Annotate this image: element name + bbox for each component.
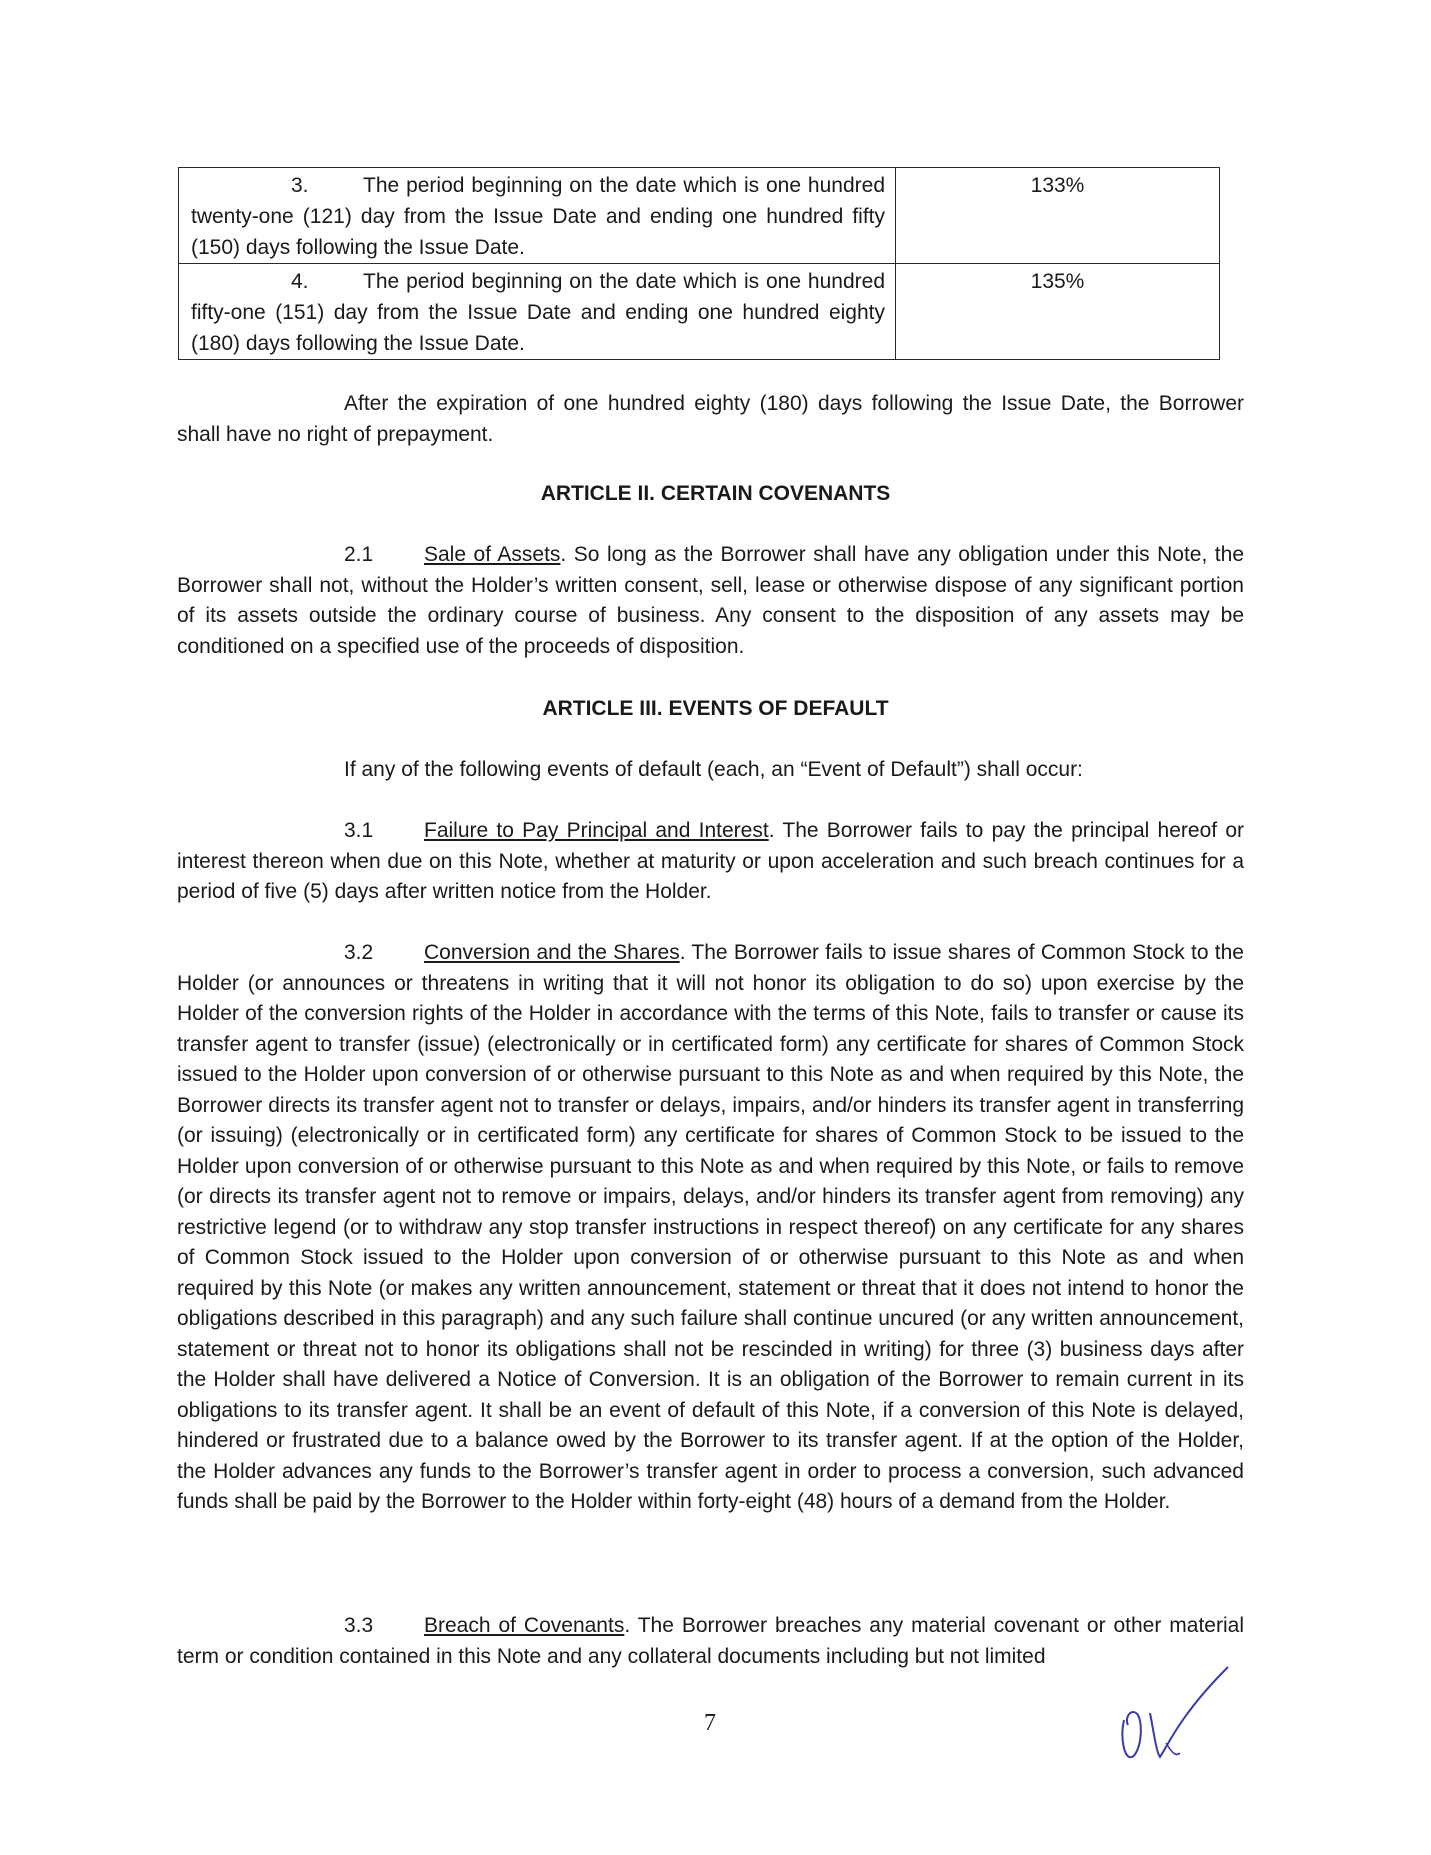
period-description: 3. The period beginning on the date which is one hundred twenty-one (121) day from the Issue Date and ending one hundred fifty (150) days following the Issue Date. — [179, 168, 896, 264]
signature-initials — [1110, 1665, 1245, 1765]
section-title: Conversion and the Shares — [424, 941, 680, 964]
article-3-heading: ARTICLE III. EVENTS OF DEFAULT — [542, 697, 889, 720]
table-row — [179, 168, 1220, 264]
table-row — [179, 264, 1220, 360]
period-number: 4. — [291, 270, 309, 293]
article-3-intro: If any of the following events of default (each, an “Event of Default”) shall occur: — [344, 758, 1083, 781]
period-description: 4. The period beginning on the date which is one hundred fifty-one (151) day from the Issue Date and ending one hundred eighty (180) days following the Issue Date. — [179, 264, 896, 360]
section-number: 3.2 — [344, 941, 374, 964]
prepayment-percentage: 135% — [896, 264, 1220, 360]
section-3-1: 3.1 Failure to Pay Principal and Interest. The Borrower fails to pay the principal hereof or interest thereon when due on this Note, whether at maturity or upon acceleration and such breach continues for a period of five (5) days after written notice from the Holder. — [177, 816, 1244, 908]
prepayment-rate-table — [178, 167, 1220, 360]
article-2-heading: ARTICLE II. CERTAIN COVENANTS — [540, 482, 891, 505]
section-2-1: 2.1 Sale of Assets. So long as the Borrower shall have any obligation under this Note, the Borrower shall not, without the Holder’s written consent, sell, lease or otherwise dispose of any significant portion of its assets outside the ordinary course of business. Any consent to the disposition of any assets may be conditioned on a specified use of the proceeds of disposition. — [177, 540, 1244, 662]
section-number: 3.3 — [344, 1614, 374, 1637]
period-number: 3. — [291, 174, 309, 197]
section-number: 2.1 — [344, 543, 374, 566]
section-title: Breach of Covenants — [424, 1614, 625, 1637]
section-number: 3.1 — [344, 819, 374, 842]
prepayment-percentage: 133% — [896, 168, 1220, 264]
after-table-paragraph: After the expiration of one hundred eighty (180) days following the Issue Date, the Borrower shall have no right of prepayment. — [177, 392, 1244, 446]
section-title: Sale of Assets — [424, 543, 561, 566]
section-3-3: 3.3 Breach of Covenants. The Borrower breaches any material covenant or other material term or condition contained in this Note and any collateral documents including but not limited — [177, 1611, 1244, 1672]
page-number: 7 — [704, 1710, 716, 1736]
section-3-2: 3.2 Conversion and the Shares. The Borrower fails to issue shares of Common Stock to the Holder (or announces or threatens in writing that it will not honor its obligation to do so) upon exercise by the Holder of the conversion rights of the Holder in accordance with the terms of this Note, fails to transfer or cause its transfer agent to transfer (issue) (electronically or in certificated form) any certificate for shares of Common Stock issued to the Holder upon conversion of or otherwise pursuant to this Note as and when required by this Note, the Borrower directs its transfer agent not to transfer or delays, impairs, and/or hinders its transfer agent in transferring (or issuing) (electronically or in certificated form) any certificate for shares of Common Stock to be issued to the Holder upon conversion of or otherwise pursuant to this Note as and when required by this Note, or fails to remove (or directs its transfer agent not to remove or impairs, delays, and/or hinders its transfer agent from removing) any restrictive legend (or to withdraw any stop transfer instructions in respect thereof) on any certificate for any shares of Common Stock issued to the Holder upon conversion of or otherwise pursuant to this Note as and when required by this Note (or makes any written announcement, statement or threat that it does not intend to honor the obligations described in this paragraph) and any such failure shall continue uncured (or any written announcement, statement or threat not to honor its obligations shall not be rescinded in writing) for three (3) business days after the Holder shall have delivered a Notice of Conversion. It is an obligation of the Borrower to remain current in its obligations to its transfer agent. It shall be an event of default of this Note, if a conversion of this Note is delayed, hindered or frustrated due to a balance owed by the Borrower to its transfer agent. If at the option of the Holder, the Holder advances any funds to the Borrower’s transfer agent in order to process a conversion, such advanced funds shall be paid by the Borrower to the Holder within forty-eight (48) hours of a demand from the Holder. — [177, 938, 1244, 1518]
section-title: Failure to Pay Principal and Interest — [424, 819, 769, 842]
